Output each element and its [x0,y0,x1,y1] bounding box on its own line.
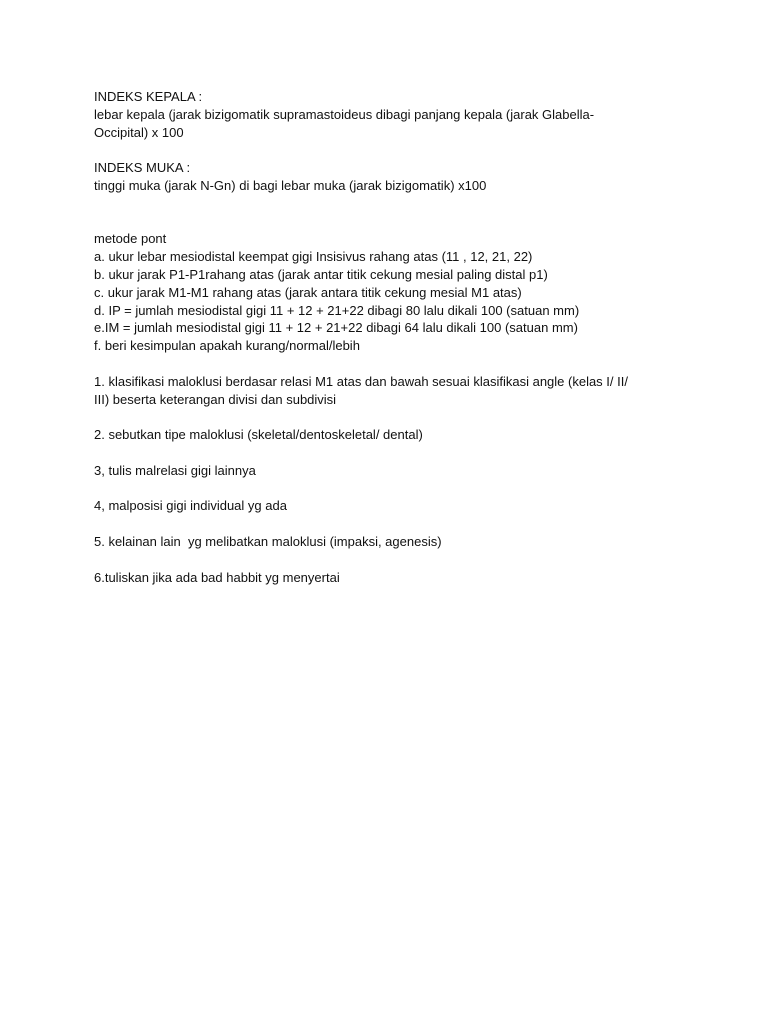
metode-pont-item-b: b. ukur jarak P1-P1rahang atas (jarak antar titik cekung mesial paling distal p1) [94,266,548,282]
numbered-item-2: 2. sebutkan tipe maloklusi (skeletal/dentoskeletal/ dental) [94,427,423,443]
numbered-item-3: 3, tulis malrelasi gigi lainnya [94,462,256,478]
document-body [94,88,694,586]
indeks-muka-line-1: tinggi muka (jarak N-Gn) di bagi lebar muka (jarak bizigomatik) x100 [94,177,487,193]
metode-pont-item-d: d. IP = jumlah mesiodistal gigi 11 + 12 + 21+22 dibagi 80 lalu dikali 100 (satuan mm) [94,302,580,318]
indeks-muka-heading: INDEKS MUKA : [94,160,191,176]
numbered-item-5: 5. kelainan lain yg melibatkan maloklusi (impaksi, agenesis) [94,533,442,549]
numbered-item-1-line-1: 1. klasifikasi maloklusi berdasar relasi M1 atas dan bawah sesuai klasifikasi angle (kelas I/ II/ [94,373,628,389]
numbered-item-4: 4, malposisi gigi individual yg ada [94,498,287,514]
indeks-kepala-line-2: Occipital) x 100 [94,124,184,140]
indeks-kepala-line-1: lebar kepala (jarak bizigomatik supramastoideus dibagi panjang kepala (jarak Glabella- [94,106,595,122]
metode-pont-item-a: a. ukur lebar mesiodistal keempat gigi Insisivus rahang atas (11 , 12, 21, 22) [94,249,533,265]
numbered-item-1-line-2: III) beserta keterangan divisi dan subdivisi [94,391,337,407]
numbered-item-6: 6.tuliskan jika ada bad habbit yg menyertai [94,569,340,585]
metode-pont-item-e: e.IM = jumlah mesiodistal gigi 11 + 12 + 21+22 dibagi 64 lalu dikali 100 (satuan mm) [94,320,578,336]
metode-pont-item-c: c. ukur jarak M1-M1 rahang atas (jarak antara titik cekung mesial M1 atas) [94,284,522,300]
indeks-kepala-heading: INDEKS KEPALA : [94,89,203,104]
metode-pont-item-f: f. beri kesimpulan apakah kurang/normal/lebih [94,338,360,354]
metode-pont-heading: metode pont [94,231,167,247]
